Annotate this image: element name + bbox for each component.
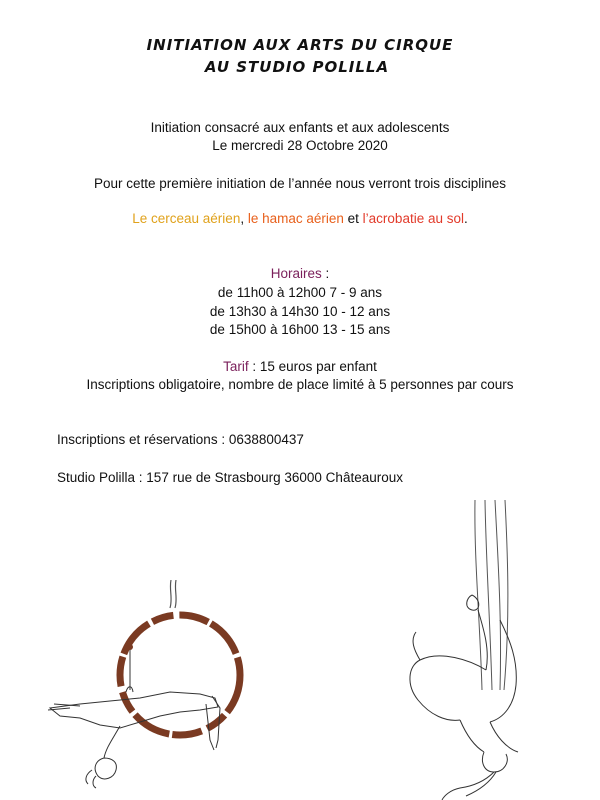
discipline-end: . [463,211,468,226]
discipline-separator: et [343,211,363,226]
pricing-note: Inscriptions obligatoire, nombre de place limité à 5 personnes par cours [86,377,514,392]
reservations-contact: Inscriptions et réservations : 0638800437 [57,432,304,447]
aerial-hoop-illustration [40,580,250,790]
schedule-heading-suffix: : [321,266,330,281]
page-title-line-2: AU STUDIO POLILLA [204,58,390,76]
discipline-hoop: Le cerceau aérien [132,211,241,226]
discipline-separator: , [240,211,248,226]
intro-audience: Initiation consacré aux enfants et aux adolescents [150,120,450,135]
discipline-acrobatics: l’acrobatie au sol [362,211,464,226]
page-title-line-1: INITIATION AUX ARTS DU CIRQUE [146,36,454,54]
schedule-heading-label: Horaires [270,266,322,281]
hoop-rigging [170,580,176,608]
schedule-slot-2: de 13h30 à 14h30 10 - 12 ans [209,304,391,319]
disciplines-list [0,211,600,226]
hoop-accent-dot [127,644,133,650]
pricing-line [0,359,600,374]
discipline-hammock: le hamac aérien [247,211,344,226]
schedule-heading [0,266,600,281]
pricing-value: : 15 euros par enfant [248,359,377,374]
hoop-ring [120,615,240,735]
pricing-label: Tarif [223,359,249,374]
hammock-acrobat [410,595,518,800]
aerial-hammock-illustration [400,500,560,800]
intro-date: Le mercredi 28 Octobre 2020 [212,138,388,153]
studio-address: Studio Polilla : 157 rue de Strasbourg 36000 Châteauroux [57,470,403,485]
schedule-slot-1: de 11h00 à 12h00 7 - 9 ans [217,285,383,300]
disciplines-sentence: Pour cette première initiation de l’année nous verront trois disciplines [94,176,506,191]
hammock-fabric [475,500,508,690]
schedule-slot-3: de 15h00 à 16h00 13 - 15 ans [209,322,391,337]
